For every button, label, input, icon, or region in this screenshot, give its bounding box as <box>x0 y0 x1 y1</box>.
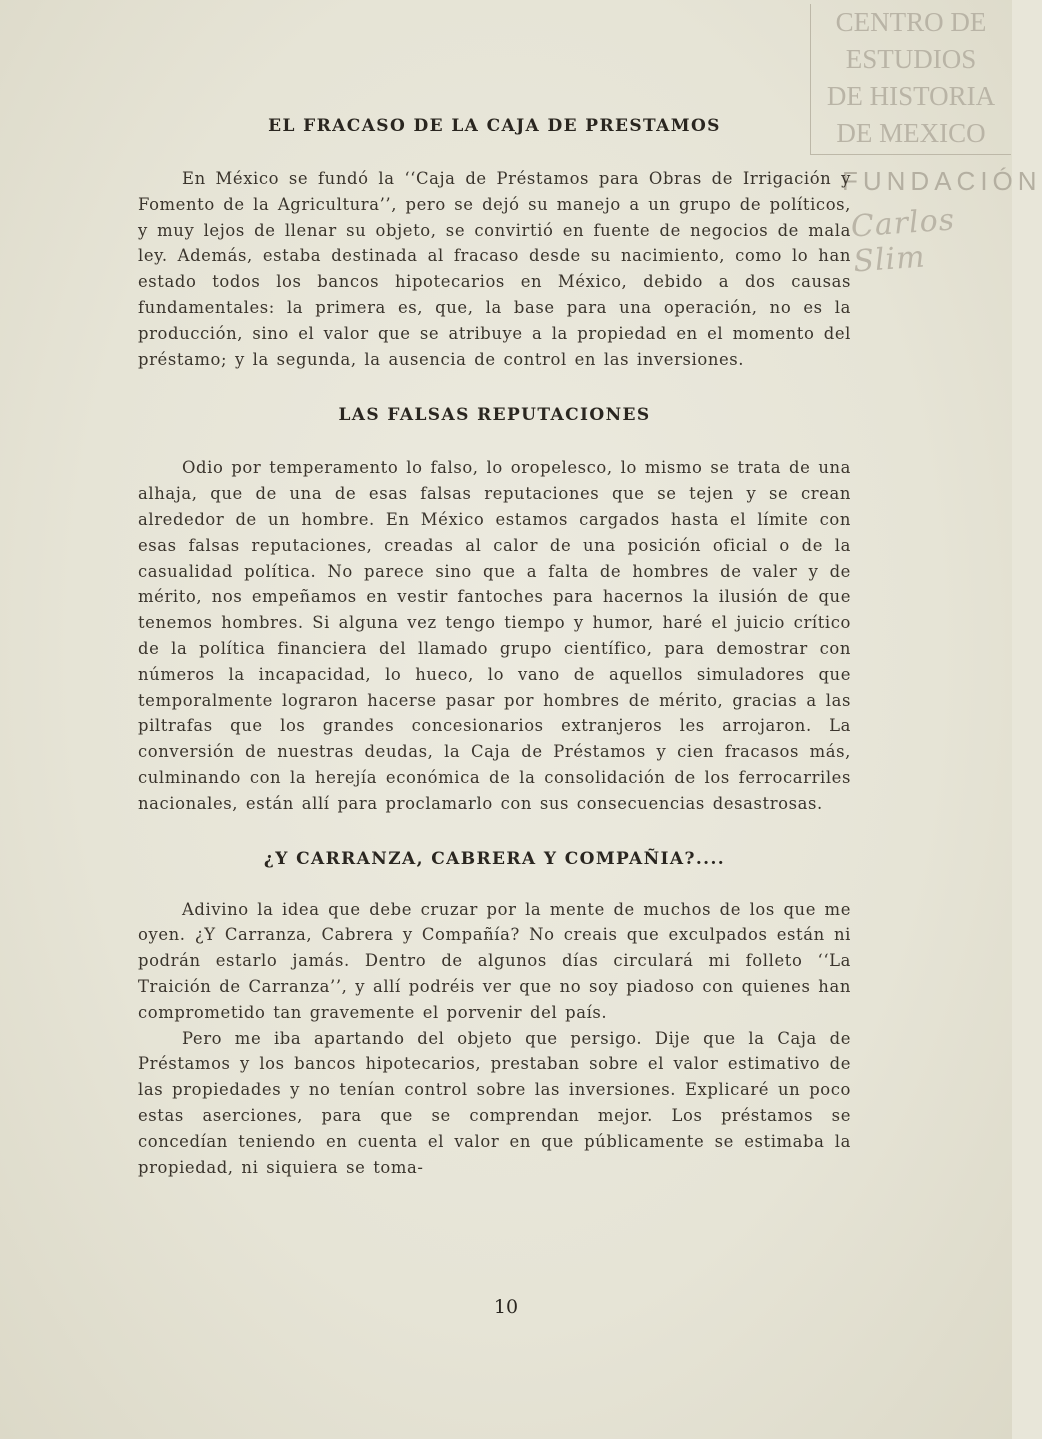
paragraph: Pero me iba apartando del objeto que persigo. Dije que la Caja de Préstamos y los bancos hipotecarios, prestaban sobre el valor estimativo de las propiedades y no tenían control sobre las inversiones. Explicaré un poco estas aserciones, para que se comprendan mejor. Los préstamos se concedían teniendo en cuenta el valor en que públicamente se estimaba la propiedad, ni siquiera se toma- <box>138 1028 851 1177</box>
paragraph: Adivino la idea que debe cruzar por la mente de muchos de los que me oyen. ¿Y Carranza, Cabrera y Compañía? No creais que exculpados están ni podrán estarlo jamás. Dentro de algunos días circulará mi folleto ‘‘La Traición de Carranza’’, y allí podréis ver que no soy piadoso con quienes han comprometido tan gravemente el porvenir del país. <box>138 899 851 1022</box>
article-body <box>138 112 851 1180</box>
watermark-line: DE MEXICO <box>836 118 986 148</box>
section-heading-carranza: ¿Y CARRANZA, CABRERA Y COMPAÑIA?.... <box>263 848 726 869</box>
paragraph: Odio por temperamento lo falso, lo oropelesco, lo mismo se trata de una alhaja, que de una de esas falsas reputaciones que se tejen y se crean alrededor de un hombre. En México estamos cargados hasta el límite con esas falsas reputaciones, creadas al calor de una posición oficial o de la casualidad política. No parece sino que a falta de hombres de valer y de mérito, nos empeñamos en vestir fantoches para hacernos la ilusión de que tenemos hombres. Si alguna vez tengo tiempo y humor, haré el juicio crítico de la política financiera del llamado grupo científico, para demostrar con números la incapacidad, lo hueco, lo vano de aquellos simuladores que temporalmente lograron hacerse pasar por hombres de mérito, gracias a las piltrafas que los grandes concesionarios extranjeros les arrojaron. La conversión de nuestras deudas, la Caja de Préstamos y cien fracasos más, culminando con la herejía económica de la consolidación de los ferrocarriles nacionales, están allí para proclamarlo con sus consecuencias desastrosas. <box>138 458 851 813</box>
watermark-signature: Carlos Slim <box>849 202 957 280</box>
section-heading-caja: EL FRACASO DE LA CAJA DE PRESTAMOS <box>268 116 721 136</box>
paragraph: En México se fundó la ‘‘Caja de Préstamos para Obras de Irrigación y Fomento de la Agricultura’’, pero se dejó su manejo a un grupo de políticos, y muy lejos de llenar su objeto, se convirtió en fuente de negocios de mala ley. Además, estaba destinada al fracaso desde su nacimiento, como lo han estado todos los bancos hipotecarios en México, debido a dos causas fundamentales: la primera es, que, la base para una operación, no es la producción, sino el valor que se atribuye a la propiedad en el momento del préstamo; y la segunda, la ausencia de control en las inversiones. <box>138 169 851 369</box>
section-heading-reputaciones: LAS FALSAS REPUTACIONES <box>338 405 651 426</box>
watermark-line: DE HISTORIA <box>826 81 996 111</box>
watermark-line: ESTUDIOS <box>845 44 977 74</box>
page-number: 10 <box>493 1296 519 1318</box>
watermark-line: CENTRO DE <box>835 7 987 37</box>
watermark-fundacion: FUNDACIÓN <box>842 166 1042 196</box>
